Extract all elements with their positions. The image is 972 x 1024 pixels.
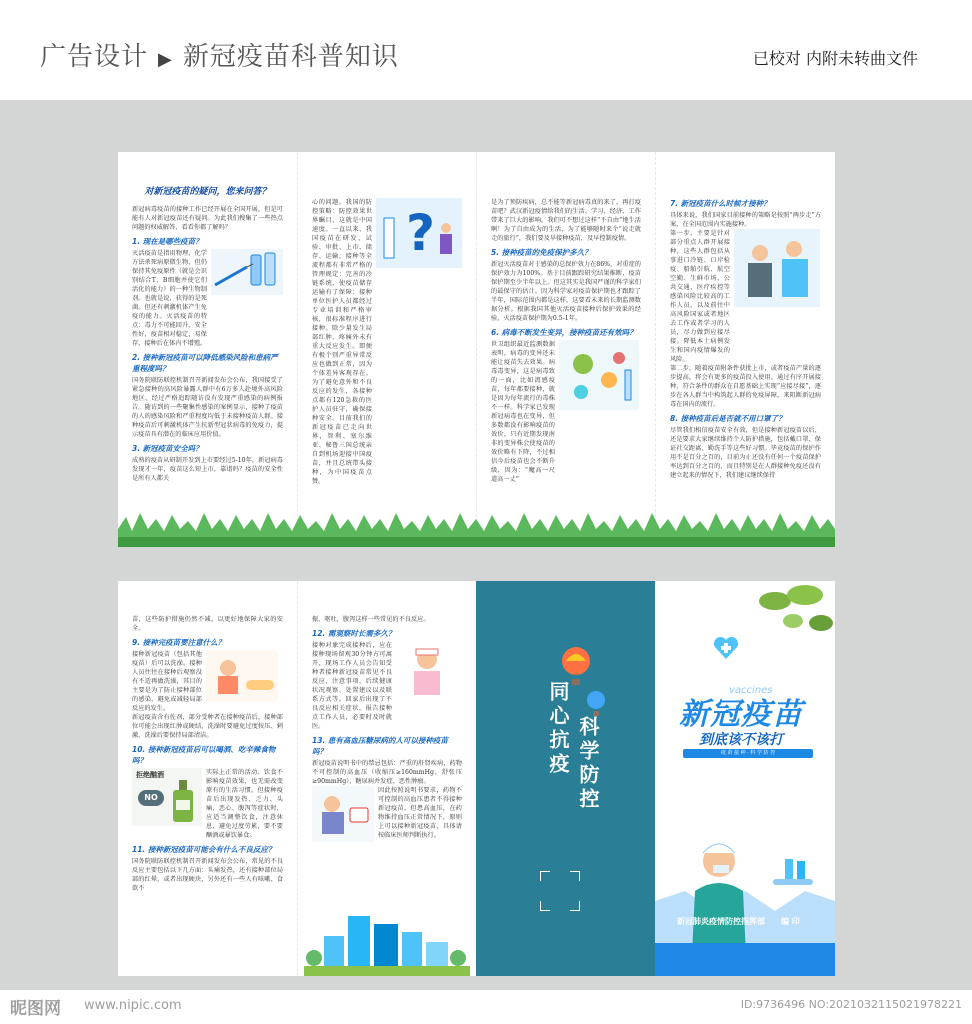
footer-id: ID:9736496 NO:20210321150219782​21 [740, 998, 962, 1011]
question-heading: 12. 需观察时长需多久？ [312, 629, 396, 638]
frame-corners-icon [540, 871, 580, 911]
cover-publisher: 新冠肺炎疫情防控指挥部 [677, 917, 765, 926]
cover-tags: 疫 苗 接 种 · 科 学 防 控 [683, 749, 813, 758]
nurse-injection-illustration-icon [734, 229, 820, 307]
header-subject: 新冠疫苗科普知识 [182, 42, 399, 72]
answer-text: 苗，这些防护措施仍然不减，以更好地保障大家的安全。 [132, 616, 283, 632]
grass-border-icon [118, 507, 835, 547]
footer-site: www.nipic.com [84, 998, 182, 1013]
answer-text: 心的问题。我国的防控策略：防控效果世界瞩目，这就是中国速度。一直以来，我国疫苗在研发、试验、审批、上市、储存、运输、接种等全流程都有非常严格的管理规定：完善的冷链系统，使疫苗储存运输有了保障；接种单位医护人员都经过专业培训和严格审核，很标准程序进行接种。除少量发生局部红肿、疼痛外未有重大反应发生。即便有极个别严重异常反应也做到正常，因为个体差异客观存在。为了避免意外和不良反应的发生，各接种点都有120急救的医护人员驻守，确保接种安全。目前我们的新冠疫苗已走向世界，智利、塞尔维亚、秘鲁三国总统亲自到机场迎接中国疫苗，并且总统带头接种，为中国疫苗点赞。 [312, 199, 372, 485]
answer-text: 第一步，主要是针对部分重点人群开展接种，这些人群包括从事进口冷链、口岸检疫、船舶引航、航空空勤、生鲜市场、公共交通、医疗疾控等感染风险比较高的工作人员，以及前往中高风险国家或者地区去工作或者学习的人员，尽力做到应接尽接。降低本土病例发生和国内疫情爆发的风险。 [670, 230, 730, 363]
answer-text: 成熟的疫苗从研制开发到上市要经过5-10年，新冠病毒发现才一年，疫苗这么短上市，靠谱吗？疫苗的安全性是所有人都关 [132, 457, 283, 482]
question-heading: 13. 患有高血压糖尿病的人可以接种疫苗吗？ [312, 736, 448, 756]
answer-text: 第二步，随着疫苗附条件获批上市，或者疫苗产量的逐步提高，将会有更多的疫苗投入使用。通过有序开展接种，符合条件的群众在自愿基础上实现“应接尽接”，逐步在各人群当中构筑起人群的免疫屏障，来阻断新冠病毒在国内的流行。 [670, 365, 821, 408]
outside-panel-1 [118, 581, 297, 976]
outside-panel-2 [297, 581, 476, 976]
vaccine-vials-icon [211, 249, 283, 295]
front-cover [655, 581, 835, 976]
inside-panel-3 [476, 152, 655, 547]
answer-text: 国务院联防联控机制召开新闻发布会公布，我国接受了紧急接种的高风险暴露人群中有6万多人赴境外高风险地区，经过严格追踪随访没有发现严重感染的病例报告。随访到的一些聚集性感染的案例显示，接种了疫苗的人的感染风险和严重程度均低于未接种疫苗人群。接种疫苗后可刺激机体产生抗新型冠状病毒的免疫力，提示疫苗具有潜在的临床应用价值。 [132, 377, 283, 438]
answer-text: 接种对象完成接种后，应在接种现场留观30分钟方可离开，现场工作人员会告知受种者接种新冠疫苗常见不良反应、注意事项、后续健康状况观察、处置建议以及联系方式等。回家后出现了不良反应相关症状，报告接种点工作人员，必要时及时就医。 [312, 642, 392, 730]
question-heading: 3. 新冠疫苗安全吗？ [132, 444, 203, 453]
hot-air-balloon-small-icon [586, 691, 606, 717]
question-heading: 8. 接种疫苗后是否就不用口罩了？ [670, 414, 786, 423]
virus-illustration-icon [559, 340, 639, 410]
question-heading: 11. 接种新冠疫苗可能会有什么不良反应？ [132, 845, 276, 854]
arrow-right-icon: ▶ [158, 49, 173, 70]
question-heading: 7. 新冠疫苗什么时候才接种？ [670, 199, 771, 208]
answer-text: 振、呕吐，腹泻这样一些常见的不良反应。 [312, 616, 430, 623]
answer-text: 是为了预防疾病，总不能等新冠病毒真的来了，再打疫苗吧？武汉新冠疫情给我们的生活、学习、经济、工作带来了巨大的影响。我们可不想过这样“不自由”地生活啊！为了自由成为的生活，为了能够随时来个“说走就走的旅行”，我们要及早接种疫苗，及早控制疫情。 [491, 199, 641, 242]
question-heading: 2. 接种新冠疫苗可以降低感染风险和患病严重程度吗？ [132, 353, 278, 373]
cover-title: 新冠疫苗 [679, 697, 803, 732]
answer-text: 灭活疫苗是指用物理、化学方法杀死病原微生物，但仍保持其免疫原性（就是会识别结合T、B细胞并使它们活化的能力）的一种生物制剂。也就是说，获得的是死菌。但还有刺激机体产生免疫的能力。灭活疫苗的特点：毒力不可能回升，安全性好，疫苗相对稳定，易保存，接种后在体内不增殖。 [132, 250, 207, 347]
inside-panel-1 [118, 152, 297, 547]
bottle-icon [170, 780, 196, 822]
slogan-panel [476, 581, 655, 976]
question-heading: 10. 接种新冠疫苗后可以喝酒、吃辛辣食物吗？ [132, 745, 276, 765]
answer-text: 尽管我们相信疫苗安全有效，但是接种新冠疫苗以后，还是要求大家继续维持个人防护措施，包括戴口罩、保证社交距离、勤洗手等这些好习惯。毕竟疫苗的保护作用不是百分之百的，目前为止还没有任何一个疫苗保护率达到百分之百的，而且特别是在人群接种免疫还没有建立起来的情况下，我们建议继续保持 [670, 427, 821, 479]
bathing-illustration-icon [206, 650, 278, 702]
header-title [40, 36, 399, 73]
answer-text: 世卫组织最近监测数据表明，病毒的变异还未能让疫苗失去效果。病毒毒变异，这是病毒致的一面，比如流感疫苗，每年都要接种，就是因为每年流行的毒株不一样。科学家已发现新冠病毒也在变异，但多数都没有影响疫苗的效价，只有近期发现南非的变异株会使疫苗的效价略有下降，不过相信今后疫苗也会不断升级，因为：“魔高一尺道高一丈” [491, 341, 555, 483]
question-heading: 5. 接种疫苗的免疫保护多久？ [491, 248, 592, 257]
medical-heart-icon [713, 635, 739, 661]
leaves-icon [745, 581, 835, 651]
answer-text: 具体来说，我们国家目前接种的策略是按照“两步走”方案，在全国范围内实施接种。 [670, 212, 821, 228]
answer-text: 实际上正常的活动、饮食不影响疫苗效果，也无需改变原有的生活习惯。但接种疫苗后出现发热、乏力、头痛、恶心、腹泻等症状时，应适当调整饮食，注意休息，避免过度劳累，要不要酗酒或暴饮暴食。 [206, 769, 283, 839]
brochure-inside [118, 152, 835, 547]
footer-brand-logo: 昵图网 [10, 999, 61, 1019]
answer-text: 国务院联防联控机制召开新闻发布会公布，常见的不良反应主要包括以下几方面：头痛发热，还有接种部位局部的红晕，或者出现硬块，另外还有一些人有咳嗽、食欲不 [132, 858, 283, 892]
cover-vaccines-word: vaccines [729, 685, 773, 696]
slogan-vertical-2: 科学防控 [576, 716, 600, 812]
no-badge: NO [138, 790, 164, 806]
no-alcohol-illustration [132, 768, 202, 826]
inside-panel-2 [297, 152, 476, 547]
footer-bar [0, 990, 972, 1024]
svg-text:?: ? [406, 204, 436, 262]
question-heading: 6. 病毒不断发生变异，接种疫苗还有效吗？ [491, 328, 637, 337]
blood-pressure-illustration-icon [312, 786, 374, 842]
intro-text: 新冠病毒疫苗的接种工作已经开展在全国开展，但是可能有人对新冠疫苗还有疑问。为此我们搜集了一些热点问题的权威解答，看看你都了解吗？ [132, 206, 283, 231]
question-mark-illustration-icon [376, 198, 462, 268]
nurse-illustration-icon [396, 641, 458, 697]
panel-title: 对新冠疫苗的疑问，您来问答？ [144, 187, 271, 197]
inside-panel-4 [655, 152, 835, 547]
answer-text: 新冠灭活疫苗对于感染的总保护效力在86%，对重症的保护效力为100%。基于目前跟踪研究结果推断，疫苗保护期至少半年以上。但这其实是我国严谨的科学家们的最保守的估计。因为科学家对疫苗保护期也才跟踪了半年，国际范围内都是这样，这要看未来的长期监测数据分析。根据我国其他灭活疫苗接种后保护效果的经验，灭活疫苗保护期为0.5-1年。 [491, 261, 641, 322]
question-heading: 9. 接种完疫苗要注意什么？ [132, 638, 226, 647]
city-skyline-icon [304, 906, 470, 976]
cover-publisher-suffix: 编 印 [781, 917, 800, 926]
header-note: 已校对 内附未转曲文件 [752, 49, 918, 68]
answer-text: 接种新冠疫苗（包括其他疫苗）后可以洗澡。接种人员往往在接种后观察没有不适再做洗澡，其目的主要是为了防止接种部位的感染，避免或减轻局部反应的发生。 [132, 651, 202, 712]
preview-canvas [0, 100, 972, 990]
slogan-vertical-1: 同心抗疫 [546, 681, 570, 777]
answer-text: 因此按照说明书要求，药物不可控制的高血压患者不得接种新冠疫苗。但患高血压，在药物维持血压正常情况下，原则上可以接种新冠疫苗，具体请按临床医师判断执行。 [378, 787, 462, 839]
brochure-outside [118, 581, 835, 976]
header-bar [0, 0, 972, 100]
question-heading: 1. 现在是哪些疫苗？ [132, 237, 203, 246]
nurse-cover-illustration-icon [655, 831, 835, 976]
no-alcohol-tag: 拒绝酗酒 [136, 771, 164, 779]
cover-subtitle: 到底该不该打 [699, 732, 783, 748]
answer-text: 新冠疫苗说明书中的禁忌包括：严重的肝肾疾病，药物不可控制的高血压（收缩压≥160mmHg，舒张压≥90mmHg），糖尿病并发症、恶性肿瘤。 [312, 760, 462, 785]
answer-text: 新冠疫苗含有佐剂，部分受种者在接种疫苗后，接种部位可能会出现红肿或硬结，洗澡时要避免过度按压、刺激，洗澡后要保持局部清洁。 [132, 714, 283, 739]
header-category: 广告设计 [40, 42, 149, 72]
